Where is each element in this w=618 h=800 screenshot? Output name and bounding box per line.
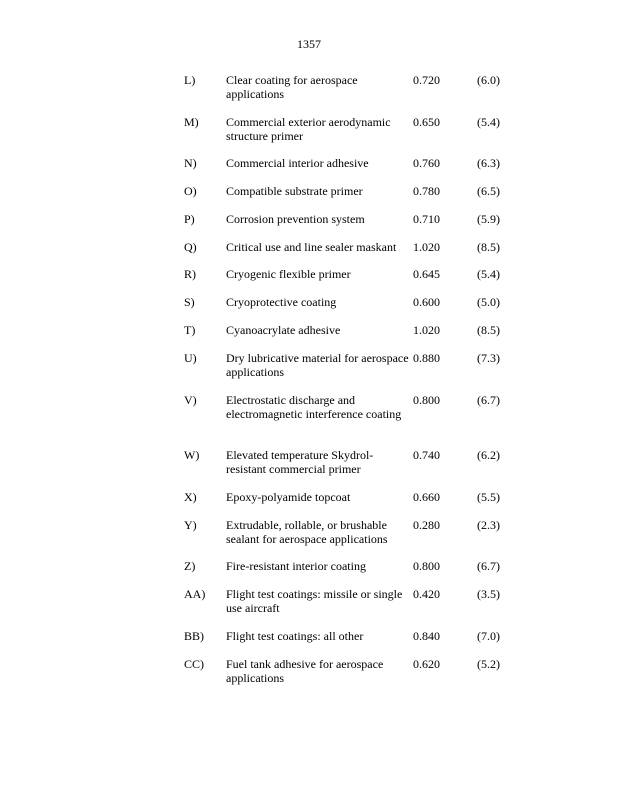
row-value-alt: (5.4)	[477, 115, 500, 129]
row-value: 0.740	[413, 448, 440, 462]
row-description: Fire-resistant interior coating	[226, 559, 366, 573]
row-description: Epoxy-polyamide topcoat	[226, 490, 351, 504]
row-letter: V)	[184, 393, 197, 407]
row-description: Corrosion prevention system	[226, 212, 365, 226]
table-row	[0, 393, 618, 421]
row-value: 0.645	[413, 267, 440, 281]
row-value-alt: (7.3)	[477, 351, 500, 365]
row-value-alt: (5.9)	[477, 212, 500, 226]
row-letter: Y)	[184, 518, 197, 532]
table-row	[0, 295, 618, 309]
row-letter: S)	[184, 295, 195, 309]
row-letter: Z)	[184, 559, 196, 573]
row-description: Commercial exterior aerodynamic structure primer	[226, 115, 391, 143]
row-description: Commercial interior adhesive	[226, 156, 369, 170]
row-value: 0.710	[413, 212, 440, 226]
row-value-alt: (5.2)	[477, 657, 500, 671]
row-description: Elevated temperature Skydrol-resistant commercial primer	[226, 448, 374, 476]
row-description: Critical use and line sealer maskant	[226, 240, 397, 254]
row-value-alt: (6.7)	[477, 559, 500, 573]
row-value-alt: (6.5)	[477, 184, 500, 198]
table-row	[0, 351, 618, 379]
row-description: Cyanoacrylate adhesive	[226, 323, 341, 337]
row-description: Cryogenic flexible primer	[226, 267, 351, 281]
row-value: 0.880	[413, 351, 440, 365]
row-description: Extrudable, rollable, or brushable sealant for aerospace applications	[226, 518, 388, 546]
table-row	[0, 657, 618, 685]
row-value: 0.650	[413, 115, 440, 129]
row-value-alt: (3.5)	[477, 587, 500, 601]
row-letter: BB)	[184, 629, 205, 643]
row-value: 0.620	[413, 657, 440, 671]
row-value-alt: (2.3)	[477, 518, 500, 532]
row-letter: Q)	[184, 240, 197, 254]
row-value-alt: (6.3)	[477, 156, 500, 170]
row-value: 1.020	[413, 323, 440, 337]
row-description: Fuel tank adhesive for aerospace applications	[226, 657, 384, 685]
row-letter: T)	[184, 323, 196, 337]
table-row	[0, 156, 618, 170]
row-letter: O)	[184, 184, 197, 198]
row-value-alt: (6.0)	[477, 73, 500, 87]
table-row	[0, 587, 618, 615]
row-description: Cryoprotective coating	[226, 295, 337, 309]
row-letter: R)	[184, 267, 196, 281]
table-row	[0, 184, 618, 198]
row-letter: CC)	[184, 657, 205, 671]
table-row	[0, 448, 618, 476]
row-letter: M)	[184, 115, 199, 129]
row-letter: W)	[184, 448, 200, 462]
row-description: Flight test coatings: missile or single use aircraft	[226, 587, 403, 615]
row-value: 0.720	[413, 73, 440, 87]
row-description: Dry lubricative material for aerospace applications	[226, 351, 409, 379]
row-description: Compatible substrate primer	[226, 184, 363, 198]
row-value-alt: (8.5)	[477, 240, 500, 254]
table-row	[0, 267, 618, 281]
row-value-alt: (5.5)	[477, 490, 500, 504]
row-letter: N)	[184, 156, 197, 170]
row-value: 0.660	[413, 490, 440, 504]
row-value: 0.800	[413, 393, 440, 407]
row-value: 0.420	[413, 587, 440, 601]
table-row	[0, 559, 618, 573]
table-row	[0, 629, 618, 643]
table-row	[0, 490, 618, 504]
table-row	[0, 518, 618, 546]
row-value-alt: (7.0)	[477, 629, 500, 643]
row-value: 0.800	[413, 559, 440, 573]
row-letter: P)	[184, 212, 195, 226]
table-row	[0, 212, 618, 226]
row-value: 0.600	[413, 295, 440, 309]
row-description: Flight test coatings: all other	[226, 629, 364, 643]
row-value-alt: (6.2)	[477, 448, 500, 462]
row-value-alt: (5.4)	[477, 267, 500, 281]
row-letter: L)	[184, 73, 196, 87]
row-value-alt: (6.7)	[477, 393, 500, 407]
page-number: 1357	[297, 37, 321, 51]
row-value: 0.840	[413, 629, 440, 643]
row-description: Clear coating for aerospace applications	[226, 73, 358, 101]
row-letter: U)	[184, 351, 197, 365]
row-value-alt: (5.0)	[477, 295, 500, 309]
table-row	[0, 323, 618, 337]
row-letter: X)	[184, 490, 197, 504]
row-value: 1.020	[413, 240, 440, 254]
row-value: 0.760	[413, 156, 440, 170]
row-value: 0.780	[413, 184, 440, 198]
row-value: 0.280	[413, 518, 440, 532]
table-row	[0, 73, 618, 101]
table-row	[0, 240, 618, 254]
row-description: Electrostatic discharge and electromagnetic interference coating	[226, 393, 402, 421]
row-value-alt: (8.5)	[477, 323, 500, 337]
table-row	[0, 115, 618, 143]
row-letter: AA)	[184, 587, 206, 601]
